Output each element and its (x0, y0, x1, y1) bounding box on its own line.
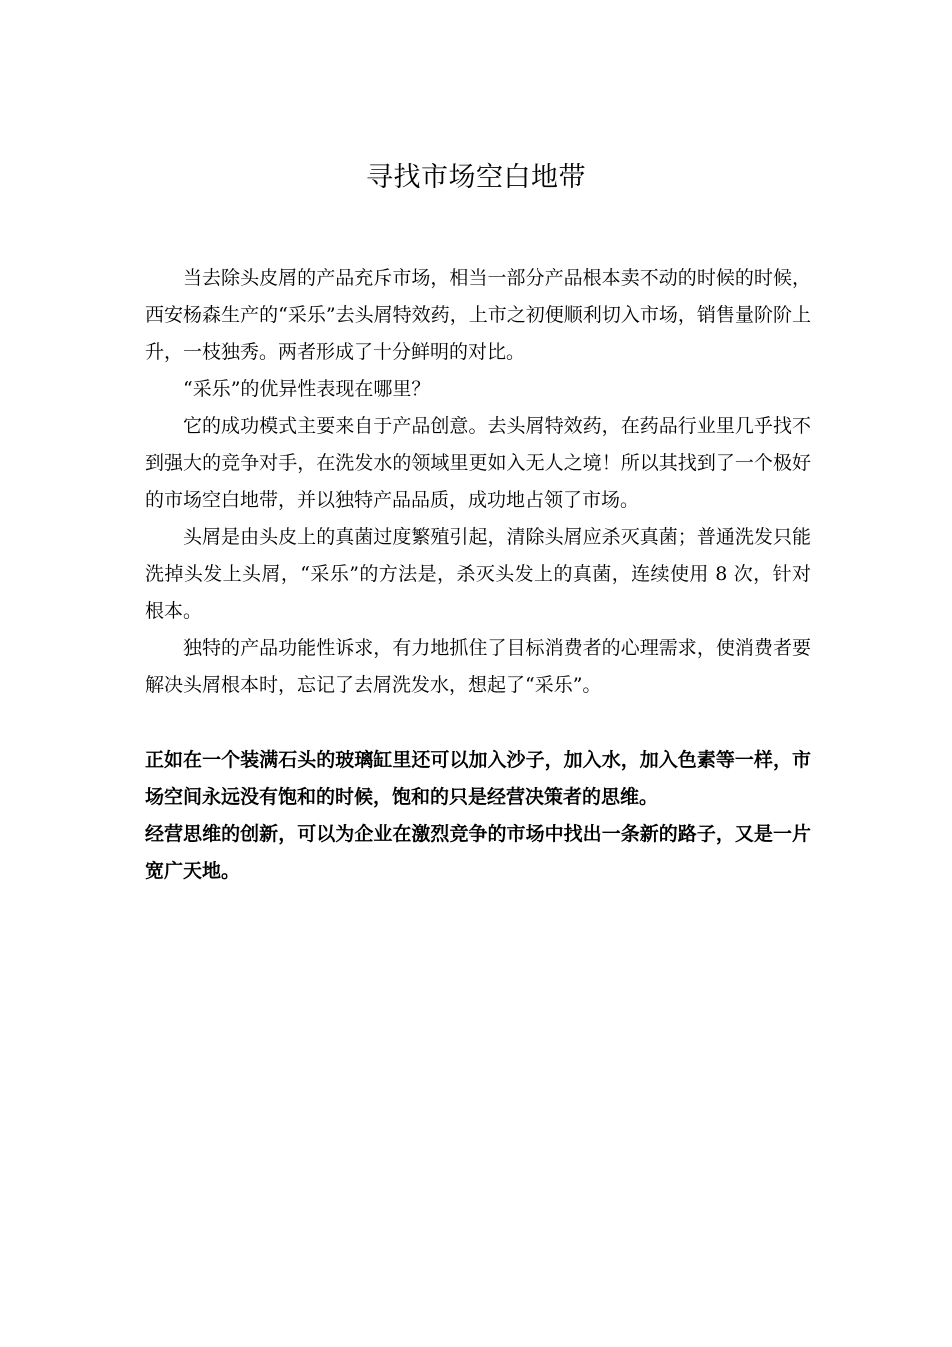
paragraph-3: 它的成功模式主要来自于产品创意。去头屑特效药，在药品行业里几乎找不到强大的竞争对手，在洗发水的领域里更如入无人之境！所以其找到了一个极好的市场空白地带，并以独特产品品质，成功地占领了市场。 (145, 415, 811, 511)
paragraph-2: “采乐”的优异性表现在哪里？ (183, 378, 431, 400)
paragraph-5: 独特的产品功能性诉求，有力地抓住了目标消费者的心理需求，使消费者要解决头屑根本时，忘记了去屑洗发水，想起了“采乐”。 (145, 637, 811, 696)
paragraph-4: 头屑是由头皮上的真菌过度繁殖引起，清除头屑应杀灭真菌；普通洗发只能洗掉头发上头屑，“采乐”的方法是，杀灭头发上的真菌，连续使用 8 次，针对根本。 (145, 526, 811, 622)
paragraph-1: 当去除头皮屑的产品充斥市场，相当一部分产品根本卖不动的时候的时候，西安杨森生产的“采乐”去头屑特效药，上市之初便顺利切入市场，销售量阶阶上升，一枝独秀。两者形成了十分鲜明的对比。 (145, 267, 811, 363)
conclusion-paragraph-2: 经营思维的创新，可以为企业在激烈竞争的市场中找出一条新的路子，又是一片宽广天地。 (145, 823, 811, 882)
conclusion-paragraph-1: 正如在一个装满石头的玻璃缸里还可以加入沙子，加入水，加入色素等一样，市场空间永远没有饱和的时候，饱和的只是经营决策者的思维。 (145, 749, 811, 808)
body-text (145, 260, 811, 704)
conclusion-block (145, 742, 811, 890)
document-title: 寻找市场空白地带 (366, 162, 586, 193)
